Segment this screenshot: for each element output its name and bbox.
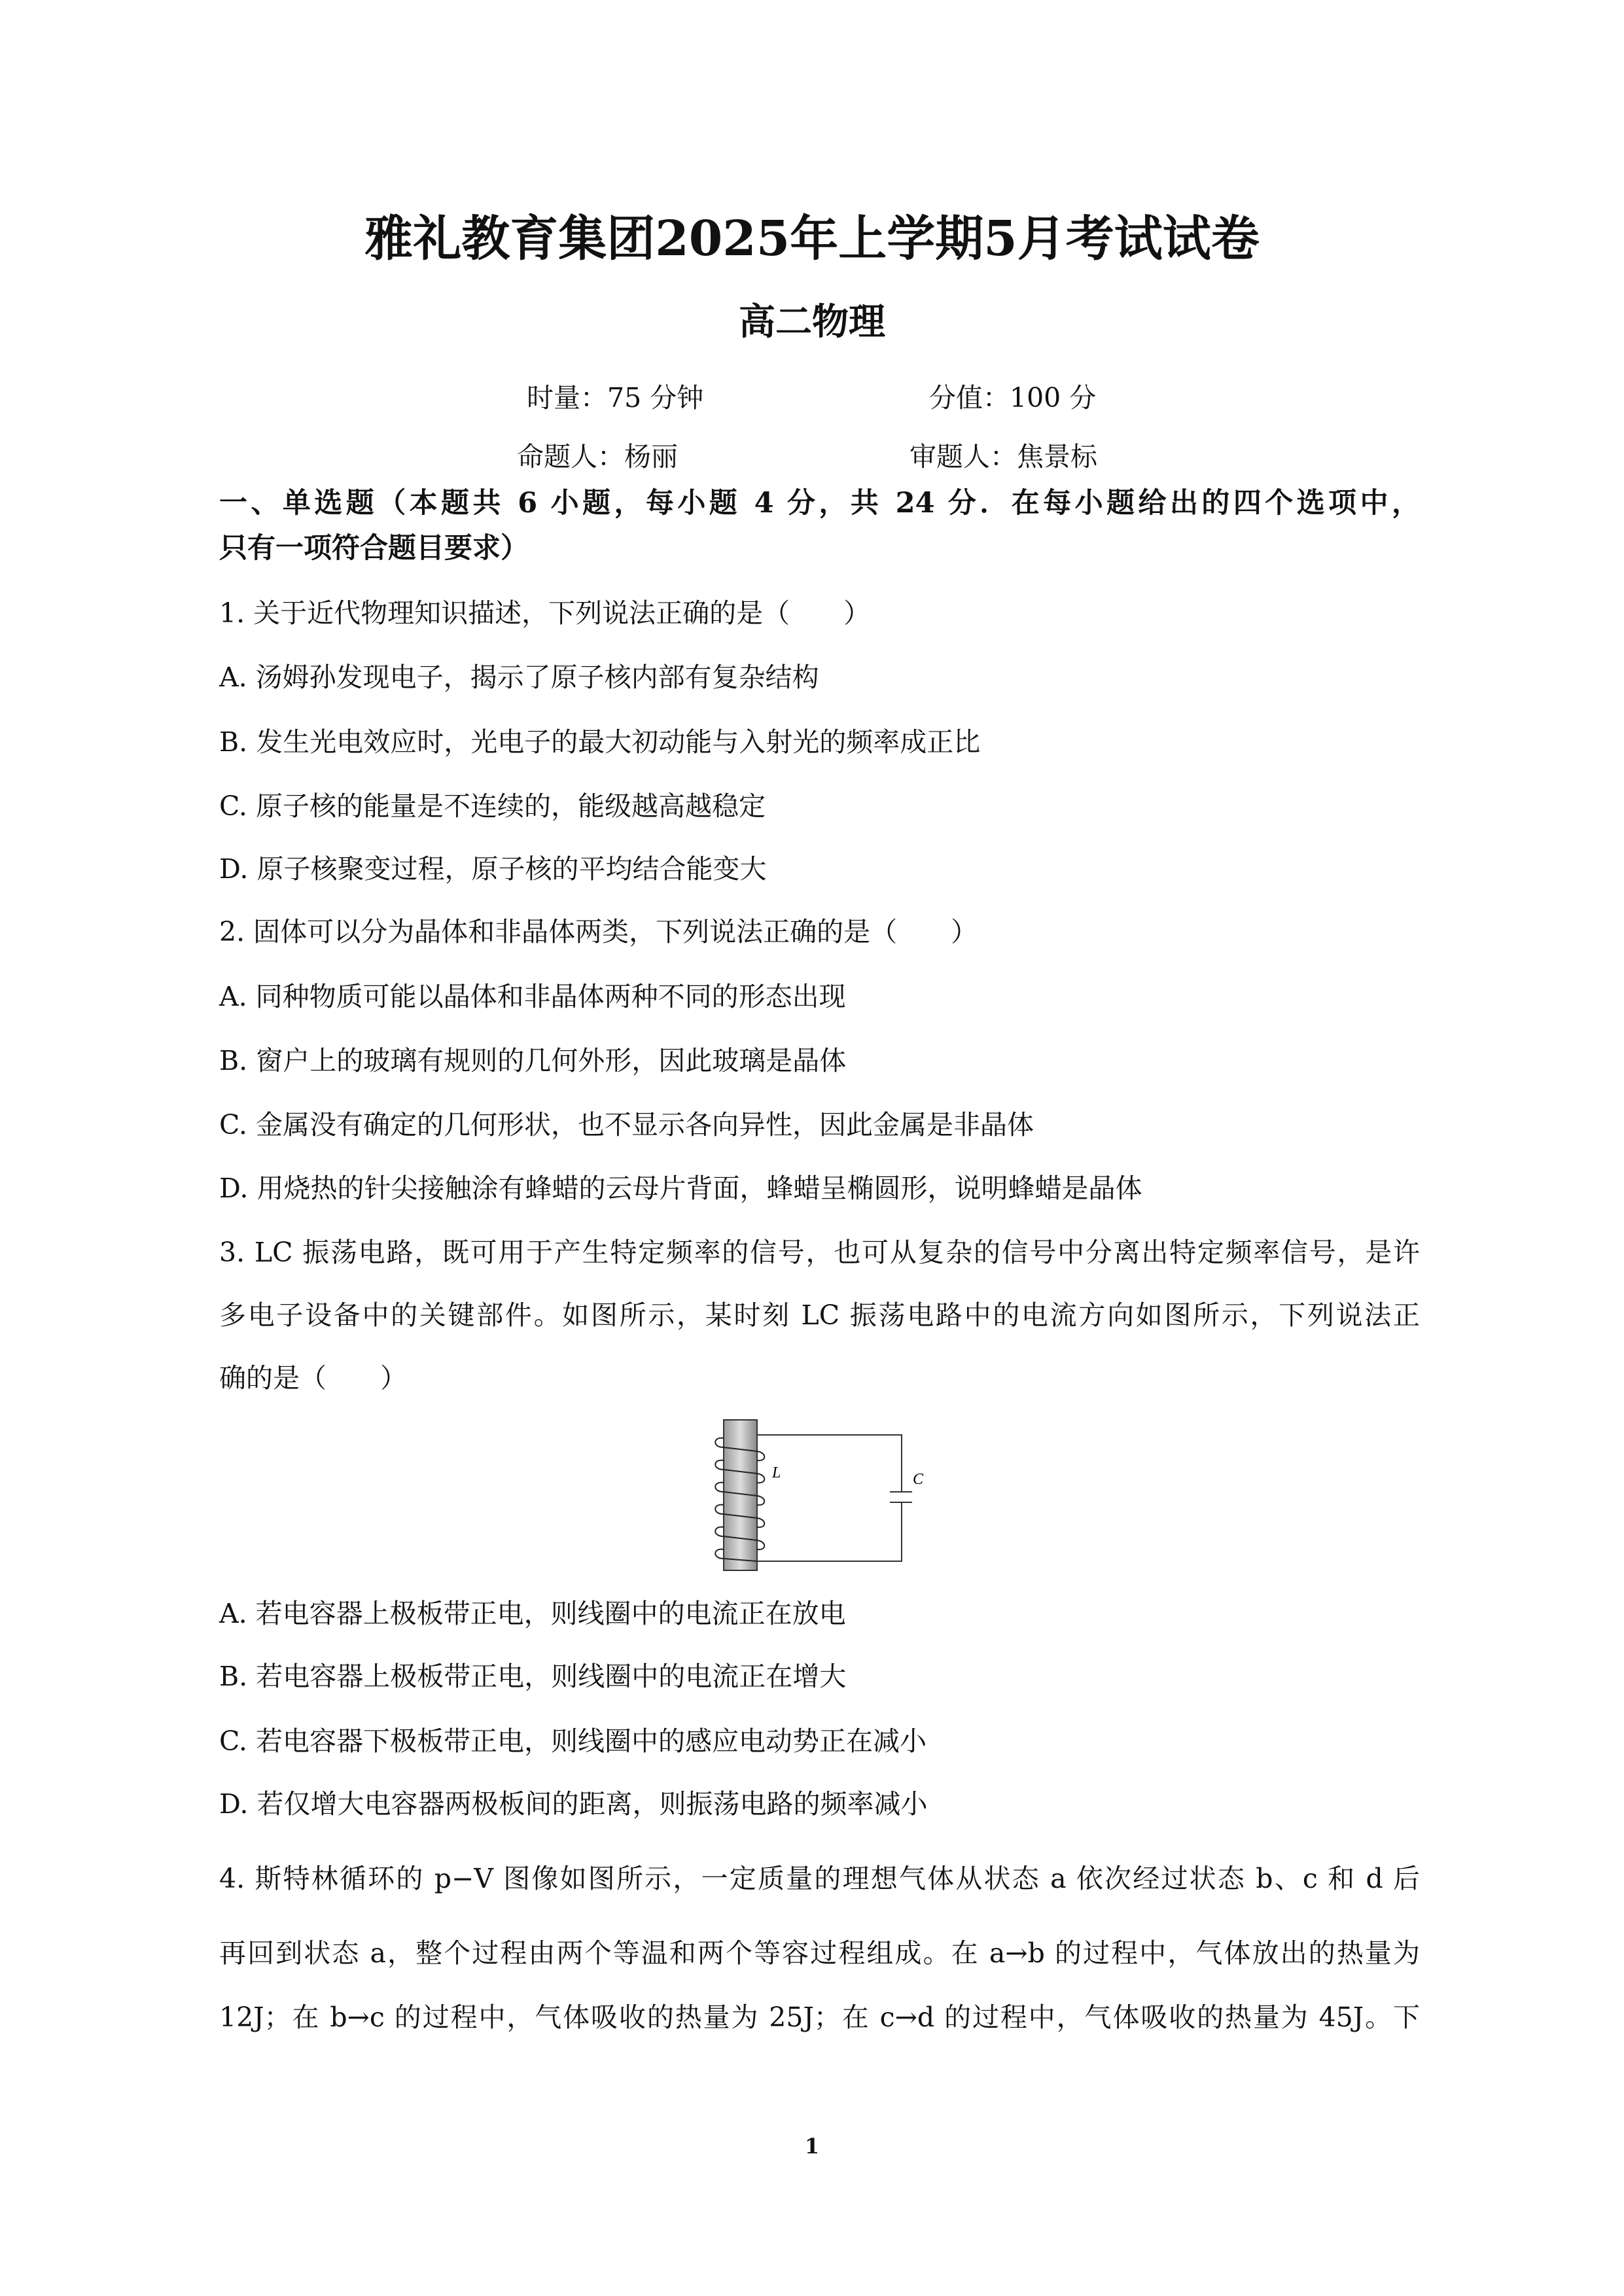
question-1-option-d: D. 原子核聚变过程，原子核的平均结合能变大	[219, 853, 767, 885]
question-1-stem: 1. 关于近代物理知识描述，下列说法正确的是（ ）	[219, 597, 871, 629]
question-2-option-d: D. 用烧热的针尖接触涂有蜂蜡的云母片背面，蜂蜡呈椭圆形，说明蜂蜡是晶体	[219, 1173, 1142, 1204]
exam-author: 命题人：杨丽	[517, 441, 678, 472]
question-3-option-d: D. 若仅增大电容器两极板间的距离，则振荡电路的频率减小	[219, 1788, 928, 1820]
question-2-option-a: A. 同种物质可能以晶体和非晶体两种不同的形态出现	[219, 981, 846, 1012]
question-2-option-c: C. 金属没有确定的几何形状，也不显示各向异性，因此金属是非晶体	[219, 1109, 1034, 1140]
inductor-label: L	[772, 1464, 781, 1481]
question-3-option-b: B. 若电容器上极板带正电，则线圈中的电流正在增大	[219, 1661, 847, 1692]
question-4-stem-cont: 再回到状态 a，整个过程由两个等温和两个等容过程组成。在 a→b 的过程中，气体放出的热量为	[219, 1937, 1420, 1969]
question-4-stem: 4. 斯特林循环的 p−V 图像如图所示，一定质量的理想气体从状态 a 依次经过状态 b、c 和 d 后	[219, 1863, 1420, 1894]
question-2-option-b: B. 窗户上的玻璃有规则的几何外形，因此玻璃是晶体	[219, 1045, 847, 1076]
section-heading-cont: 只有一项符合题目要求）	[219, 532, 529, 565]
question-4-stem-cont2: 12J；在 b→c 的过程中，气体吸收的热量为 25J；在 c→d 的过程中，气体吸收的热量为 45J。下	[219, 2002, 1420, 2033]
subject-title: 高二物理	[739, 300, 885, 344]
lc-circuit-diagram	[687, 1400, 949, 1583]
exam-time: 时量：75 分钟	[527, 382, 704, 414]
question-1-option-a: A. 汤姆孙发现电子，揭示了原子核内部有复杂结构	[219, 662, 819, 693]
question-2-stem: 2. 固体可以分为晶体和非晶体两类，下列说法正确的是（ ）	[219, 916, 978, 947]
question-3-stem: 3. LC 振荡电路，既可用于产生特定频率的信号，也可从复杂的信号中分离出特定频率信号，是许	[219, 1237, 1420, 1268]
wires	[757, 1435, 912, 1561]
exam-reviewer: 审题人：焦景标	[909, 441, 1097, 472]
section-heading: 一、单选题（本题共 6 小题，每小题 4 分，共 24 分．在每小题给出的四个选项中，	[219, 487, 1420, 520]
question-1-option-c: C. 原子核的能量是不连续的，能级越高越稳定	[219, 790, 766, 822]
page-number: 1	[804, 2134, 820, 2159]
exam-score: 分值：100 分	[929, 382, 1097, 414]
question-1-option-b: B. 发生光电效应时，光电子的最大初动能与入射光的频率成正比	[219, 726, 981, 758]
exam-title: 雅礼教育集团2025年上学期5月考试试卷	[364, 211, 1260, 267]
capacitor-label: C	[913, 1471, 924, 1488]
question-3-stem-end: 确的是（ ）	[219, 1362, 407, 1394]
question-3-option-a: A. 若电容器上极板带正电，则线圈中的电流正在放电	[219, 1598, 846, 1629]
question-3-stem-cont: 多电子设备中的关键部件。如图所示，某时刻 LC 振荡电路中的电流方向如图所示，下列说法正	[219, 1299, 1420, 1331]
question-3-option-c: C. 若电容器下极板带正电，则线圈中的感应电动势正在减小	[219, 1725, 927, 1757]
